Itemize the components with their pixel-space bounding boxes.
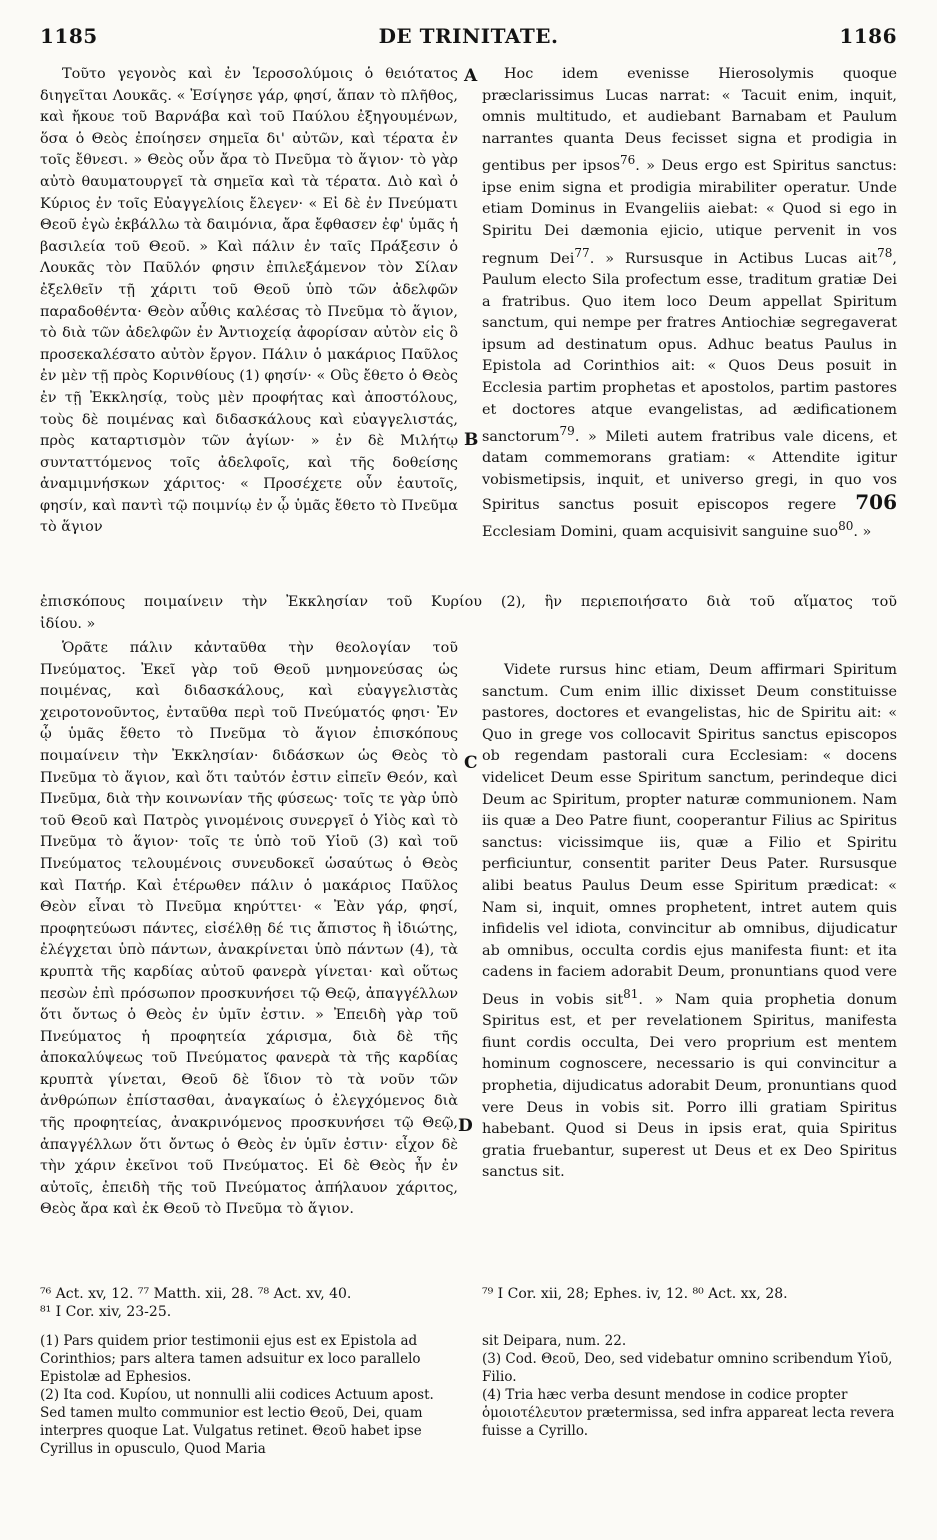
column-number-706: 706 (855, 489, 897, 514)
latin-column-top (482, 64, 897, 544)
column-number-left: 1185 (40, 24, 98, 48)
greek-spanning-line: ἐπισκόπους ποιμαίνειν τὴν Ἐκκλησίαν τοῦ Κυρίου (2), ἣν περιεποιήσατο διὰ τοῦ αἵματος τοῦ ἰδίου. » (40, 594, 897, 632)
footnote-ref-76: 76 (619, 153, 636, 168)
footnote-4: (4) Tria hæc verba desunt mendose in codice propter ὁμοιοτέλευτον prætermissa, sed infra appareat lecta revera fuisse a Cyrillo. (482, 1387, 895, 1439)
greek-paragraph-2: Ὁρᾶτε πάλιν κἀνταῦθα τὴν θεολογίαν τοῦ Πνεύματος. Ἐκεῖ γὰρ τοῦ Θεοῦ μνημονεύσας ὡς ποιμένας, καὶ διδασκάλους, καὶ εὐαγγελιστὰς χειροτονοῦντος, ἐνταῦθα περὶ τοῦ Πνεύματός φησι· Ἐν ᾧ ὑμᾶς ἔθετο τὸ Πνεῦμα τὸ ἅγιον ἐπισκόπους ποιμαίνειν τὴν Ἐκκλησίαν· διδάσκων ὡς Θεὸς τὸ Πνεῦμα τὸ ἅγιον, καὶ ὅτι ταὐτόν ἐστιν εἰπεῖν Θεόν, καὶ Πνεῦμα, διὰ τὴν κοινωνίαν τῆς φύσεως· τοῖς τε γὰρ ὑπὸ τοῦ Θεοῦ καὶ Πατρὸς γινομένοις συνεργεῖ ὁ Υἱὸς καὶ τὸ Πνεῦμα τὸ ἅγιον· τοῖς τε ὑπὸ τοῦ Υἱοῦ (3) καὶ τοῦ Πνεύματος τελουμένοις συνευδοκεῖ ὡσαύτως ὁ Θεὸς καὶ Πατήρ. Καὶ ἑτέρωθεν πάλιν ὁ μακάριος Παῦλος Θεὸν εἶναι τὸ Πνεῦμα κηρύττει· « Ἐὰν γάρ, φησί, προφητεύωσι πάντες, εἰσέλθῃ δέ τις ἄπιστος ἢ ἰδιώτης, ἐλέγχεται ὑπὸ πάντων, ἀνακρίνεται ὑπὸ πάντων (4), τὰ κρυπτὰ τῆς καρδίας αὐτοῦ φανερὰ γίνεται· καὶ οὕτως πεσὼν ἐπὶ πρόσωπον προσκυνήσει τῷ Θεῷ, ἀπαγγέλλων ὅτι ὄντως ὁ Θεὸς ἐν ὑμῖν ἐστιν. » Ἐπειδὴ γὰρ τοῦ Πνεύματος ἡ προφητεία χάρισμα, διὰ δὲ τῆς ἀποκαλύψεως τοῦ Πνεύματος φανερὰ τὰ τῆς καρδίας κρυπτὰ γίνεται, Θεοῦ δὲ ἴδιον τὸ τὰ νοῦν τῶν ἀνθρώπων ἐπίστασθαι, ἀναγκαίως ὁ ἐλεγχόμενος διὰ τῆς προφητείας, ἀνακρινόμενος προσκυνήσει τῷ Θεῷ, ἀπαγγέλλων ὅτι ὄντως ὁ Θεὸς ἐν ὑμῖν ἐστιν· εἶχον δὲ τὴν χάριν ἐκεῖνοι τοῦ Πνεύματος. Εἰ δὲ Θεὸς ἦν ἐν αὐτοῖς, ἐπειδὴ τῆς τοῦ Πνεύματος ἀπήλαυον χάριτος, Θεὸς ἄρα καὶ ἐκ Θεοῦ τὸ Πνεῦμα τὸ ἅγιον. (40, 640, 458, 1218)
footnote-1: (1) Pars quidem prior testimonii ejus est ex Epistola ad Corinthios; pars altera tamen adsuitur ex loco parallelo Epistolæ ad Ephesios. (40, 1333, 421, 1385)
latin-column-bottom (482, 660, 897, 1184)
margin-letter-c: C (464, 753, 478, 773)
greek-column-top (40, 64, 458, 539)
footnote-2: (2) Ita cod. Κυρίου, ut nonnulli alii codices Actuum apost. Sed tamen multo communior est lectio Θεοῦ, Dei, quam interpres quoque Lat. Vulgatus retinet. Θεοῦ habet ipse Cyrillus in opusculo, Quod Maria (40, 1387, 434, 1457)
margin-letter-a: A (464, 66, 478, 86)
footnotes-right (482, 1332, 897, 1440)
latin-paragraph-2: Videte rursus hinc etiam, Deum affirmari Spiritum sanctum. Cum enim illic dixisset Deum constituisse pastores, doctores et evangelistas, hic de Spiritu ait: « Quo in grege vos collocavit Spiritus sanctus episcopos ob regendam pastorali cura Ecclesiam: « docens videlicet Deum esse Spiritum sanctum, perindeque dici Deum ac Spiritum, propter naturæ communionem. Nam iis quæ a Deo Patre fiunt, cooperantur Filius ac Spiritus sanctus: vicissimque iis, quæ a Filio et Spiritu perficiuntur, consentit pariter Deus Pater. Rursusque alibi beatus Paulus Deum esse Spiritum prædicat: « Nam si, inquit, omnes prophetent, intret autem quis infidelis vel idiota, convincitur ab omnibus, dijudicatur ab omnibus, occulta cordis ejus manifesta fiunt: et ita cadens in faciem adorabit Deum, pronuntians quod vere Deus in vobis sit$^{81}$. » Nam quia prophetia donum Spiritus est, et per revelationem Spiritus, manifesta fiunt cordis occulta, Dei vero proprium est mentem hominum cognoscere, necessario is qui convincitur a prophetia, dijudicatus adorabit Deum, pronuntians quod vere Deus in vobis sit. Porro illi gratiam Spiritus habebant. Quod si Deus in ipsis erat, quia Spiritus gratia fruebantur, superest ut Deus et ex Deo Spiritus sanctus sit. (482, 662, 897, 1181)
footnote-ref-78: 78 (877, 245, 893, 260)
scripture-refs-left: ⁷⁶ Act. xv, 12. ⁷⁷ Matth. xii, 28. ⁷⁸ Act. xv, 40. ⁸¹ I Cor. xiv, 23-25. (40, 1286, 352, 1320)
scripture-refs-right: ⁷⁹ I Cor. xii, 28; Ephes. iv, 12. ⁸⁰ Act. xx, 28. (482, 1286, 788, 1302)
footnote-ref-77: 77 (574, 245, 590, 260)
latin-paragraph-1: Hoc idem evenisse Hierosolymis quoque præclarissimus Lucas narrat: « Tacuit enim, inquit, omnis multitudo, et audiebant Barnabam et Paulum narrantes quanta Deus fecisset signa et prodigia in gentibus per ipsos$^{76}$. » Deus ergo est Spiritus sanctus: ipse enim signa et prodigia mirabiliter operatur. Unde etiam Dominus in Evangeliis aiebat: « Quod si ego in Spiritu Dei dæmonia ejicio, utique pervenit in vos regnum Dei$^{77}$. » Rursusque in Actibus Lucas ait$^{78}$, Paulum electo Sila profectum esse, traditum gratiæ Dei a fratribus. Quo item loco Deum appellat Spiritum sanctum, qui nempe per fratres Antiochiæ segregaverat ipsum ad destinatum opus. Adhuc beatus Paulus in Epistola ad Corinthios ait: « Quos Deus posuit in Ecclesia partim prophetas et apostolos, partim pastores et doctores atque evangelistas, ad ædificationem sanctorum$^{79}$. » Mileti autem fratribus vale dicens, et datam commemorans gratiam: « Attendite igitur vobismetipsis, inquit, et universo gregi, in quo vos Spiritus sanctus posuit episcopos regere 706 Ecclesiam Domini, quam acquisivit sanguine suo$^{80}$. » (482, 66, 897, 541)
footnote-2-continued: sit Deipara, num. 22. (482, 1333, 627, 1349)
footnote-ref-80: 80 (838, 519, 854, 534)
footnote-3: (3) Cod. Θεοῦ, Deo, sed videbatur omnino scribendum Υἱοῦ, Filio. (482, 1351, 893, 1385)
greek-column-bottom (40, 638, 458, 1221)
footnote-ref-81: 81 (623, 986, 639, 1001)
greek-paragraph-1: Τοῦτο γεγονὸς καὶ ἐν Ἱεροσολύμοις ὁ θειότατος διηγεῖται Λουκᾶς. « Ἐσίγησε γάρ, φησί, ἅπαν τὸ πλῆθος, καὶ ἤκουε τοῦ Βαρνάβα καὶ τοῦ Παύλου ἐξηγουμένων, ὅσα ὁ Θεὸς ἐποίησεν σημεῖα δι' αὐτῶν, καὶ τέρατα ἐν τοῖς ἔθνεσι. » Θεὸς οὖν ἄρα τὸ Πνεῦμα τὸ ἅγιον· τὸ γὰρ αὐτὸ θαυματουργεῖ τὰ σημεῖα καὶ τὰ τέρατα. Διὸ καὶ ὁ Κύριος ἐν τοῖς Εὐαγγελίοις ἔλεγεν· « Εἰ δὲ ἐν Πνεύματι Θεοῦ ἐγὼ ἐκβάλλω τὰ δαιμόνια, ἄρα ἔφθασεν ἐφ' ὑμᾶς ἡ βασιλεία τοῦ Θεοῦ. » Καὶ πάλιν ἐν ταῖς Πράξεσιν ὁ Λουκᾶς τὸν Παῦλόν φησιν ἐπιλεξάμενον τὸν Σίλαν ἐξελθεῖν τῇ χάριτι τοῦ Θεοῦ ὑπὸ τῶν ἀδελφῶν παραδοθέντα· Θεὸν αὖθις καλέσας τὸ Πνεῦμα τὸ ἅγιον, τὸ διὰ τῶν ἀδελφῶν ἐν Ἀντιοχείᾳ ἀφορίσαν αὐτὸν εἰς ὃ προσεκαλέσατο αὐτὸν ἔργον. Πάλιν ὁ μακάριος Παῦλος ἐν μὲν τῇ πρὸς Κορινθίους (1) φησίν· « Οὓς ἔθετο ὁ Θεὸς ἐν τῇ Ἐκκλησίᾳ, τοὺς μὲν προφήτας καὶ ἀποστόλους, τοὺς δὲ ποιμένας καὶ διδασκάλους καὶ εὐαγγελιστάς, πρὸς καταρτισμὸν τῶν ἁγίων· » ἐν δὲ Μιλήτῳ συνταττόμενος τοῖς ἀδελφοῖς, καὶ τῆς δοθείσης ἀναμιμνήσκων χάριτος· « Προσέχετε οὖν ἑαυτοῖς, φησίν, καὶ παντὶ τῷ ποιμνίῳ ἐν ᾧ ὑμᾶς ἔθετο τὸ Πνεῦμα τὸ ἅγιον (40, 66, 458, 536)
column-number-right: 1186 (839, 24, 897, 48)
footnote-ref-79: 79 (559, 424, 575, 439)
footnotes-left (40, 1332, 458, 1458)
margin-letter-d: D (458, 1116, 473, 1136)
running-title: DE TRINITATE. (378, 24, 559, 48)
margin-letter-b: B (464, 430, 479, 450)
